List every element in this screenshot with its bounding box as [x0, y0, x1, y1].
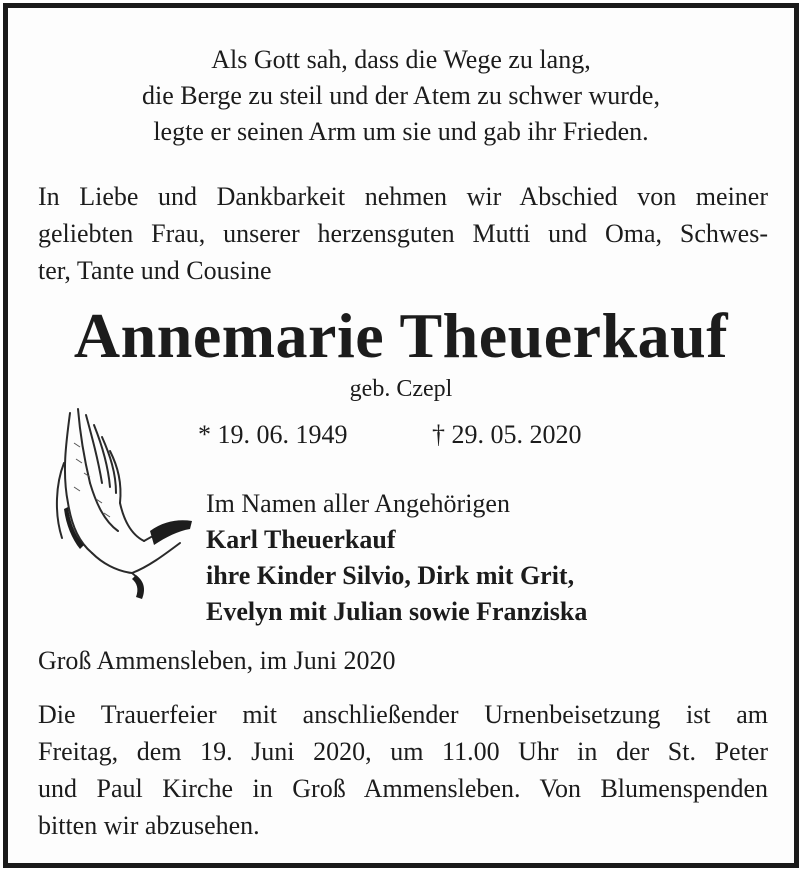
maiden-name: geb. Czepl: [349, 376, 453, 402]
intro-text: [38, 178, 768, 289]
mourner-line: Karl Theuerkauf: [206, 525, 396, 554]
poem: [8, 42, 794, 150]
funeral-line: bitten wir abzusehen.: [38, 811, 260, 840]
intro-line: In Liebe und Dankbarkeit nehmen wir Abschied von meiner: [38, 182, 768, 211]
intro-line: ter, Tante und Cousine: [38, 256, 272, 285]
poem-line: die Berge zu steil und der Atem zu schwer wurde,: [142, 81, 660, 110]
birth-date: * 19. 06. 1949: [198, 420, 348, 449]
place-date: Groß Ammensleben, im Juni 2020: [38, 646, 396, 675]
intro-line: geliebten Frau, unserer herzensguten Mutti und Oma, Schwes-: [38, 219, 768, 248]
mourner-line: ihre Kinder Silvio, Dirk mit Grit,: [206, 561, 575, 590]
mourner-line: Evelyn mit Julian sowie Franziska: [206, 597, 588, 626]
funeral-line: Freitag, dem 19. Juni 2020, um 11.00 Uhr in der St. Peter: [38, 737, 768, 766]
poem-line: legte er seinen Arm um sie und gab ihr Frieden.: [153, 117, 649, 146]
praying-hands-icon: [40, 403, 200, 603]
signature-intro: Im Namen aller Angehörigen: [206, 489, 510, 518]
signature-block: [206, 486, 587, 630]
life-dates: [198, 418, 582, 452]
funeral-line: und Paul Kirche in Groß Ammensleben. Von Blumenspenden: [38, 774, 768, 803]
deceased-name: Annemarie Theuerkauf: [73, 300, 729, 371]
obituary-notice: [3, 3, 799, 868]
funeral-line: Die Trauerfeier mit anschließender Urnenbeisetzung ist am: [38, 700, 768, 729]
poem-line: Als Gott sah, dass die Wege zu lang,: [211, 45, 591, 74]
death-date: † 29. 05. 2020: [432, 420, 582, 449]
funeral-info: [38, 696, 768, 844]
